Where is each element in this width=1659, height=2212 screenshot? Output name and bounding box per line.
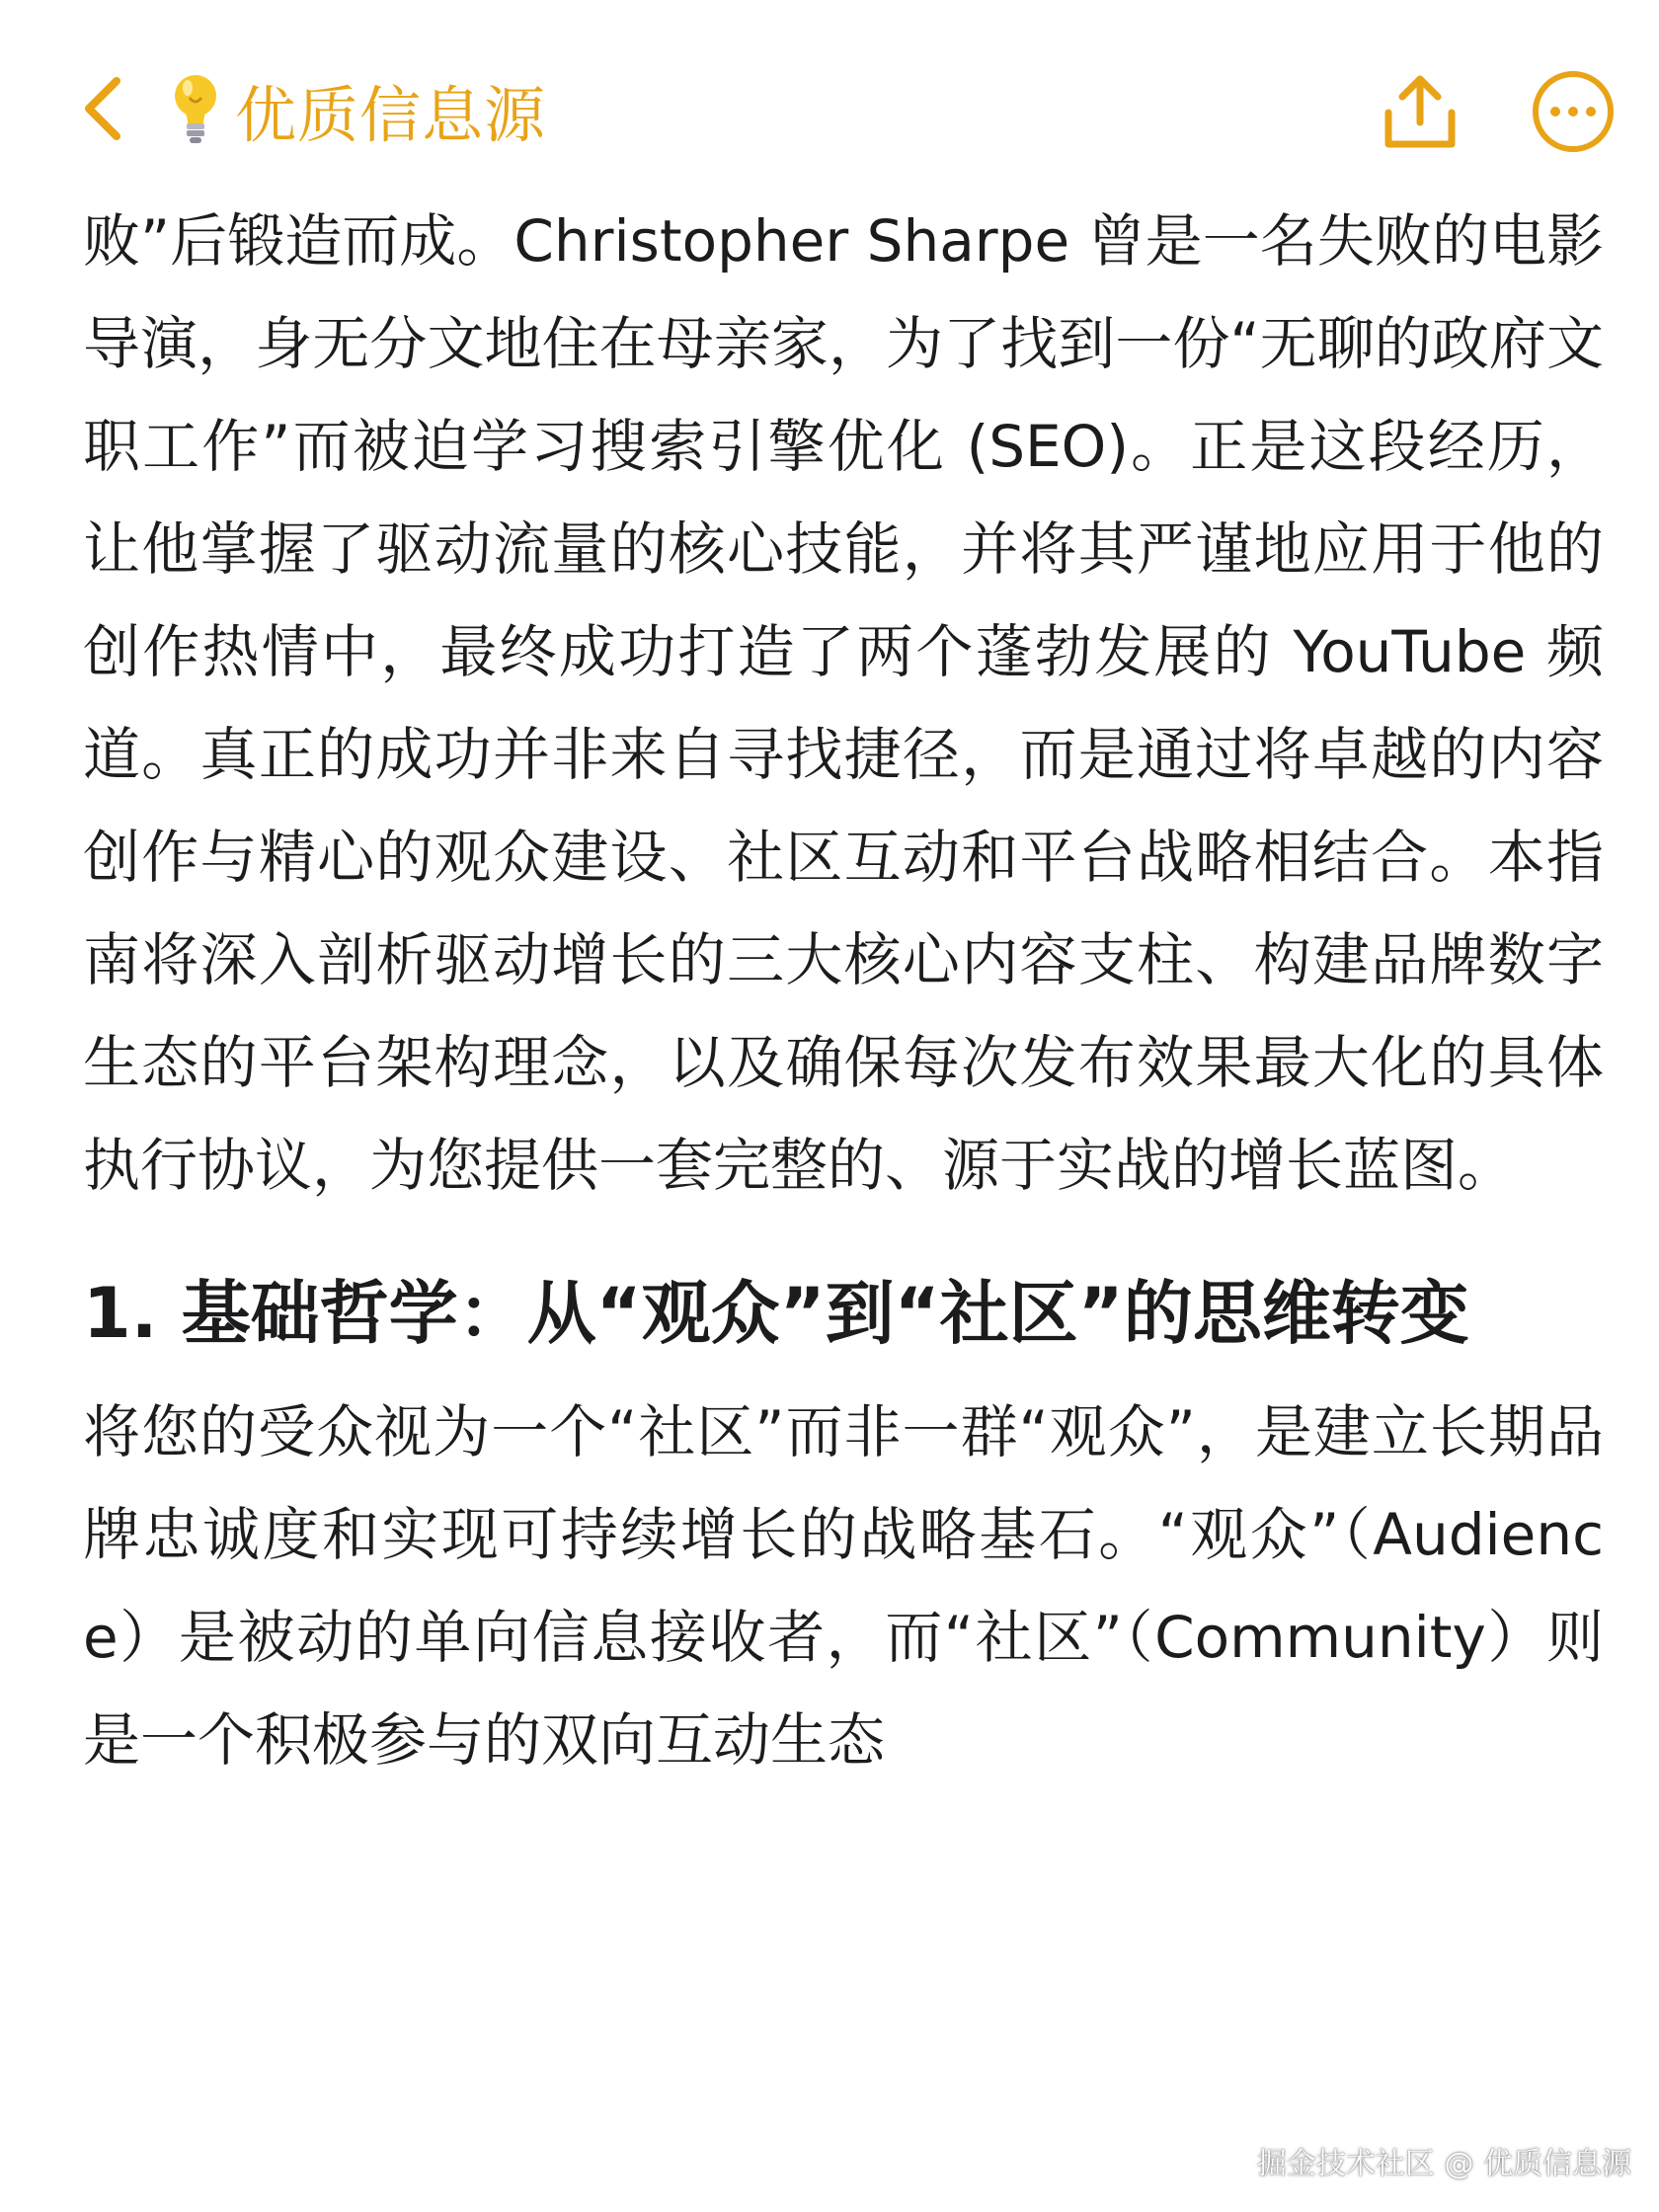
more-horizontal-icon bbox=[1529, 67, 1618, 156]
watermark: 掘金技术社区 @ 优质信息源 bbox=[1256, 2147, 1631, 2181]
more-options-button[interactable] bbox=[1529, 67, 1618, 156]
top-navigation-bar bbox=[0, 0, 1659, 188]
section-paragraph: 将您的受众视为一个“社区”而非一群“观众”，是建立长期品牌忠诚度和实现可持续增长的战略基石。“观众”（Audience）是被动的单向信息接收者，而“社区”（Community）则是一个积极参与的双向互动生态 bbox=[83, 1398, 1604, 1774]
back-button[interactable] bbox=[77, 71, 136, 146]
article-body bbox=[83, 190, 1604, 1791]
share-button[interactable] bbox=[1379, 69, 1462, 154]
share-icon bbox=[1379, 69, 1462, 154]
header-title-group bbox=[166, 65, 546, 154]
lightbulb-icon bbox=[166, 68, 225, 151]
chevron-left-icon bbox=[77, 71, 136, 146]
page-title: 优质信息源 bbox=[235, 78, 547, 151]
section-heading: 1. 基础哲学：从“观众”到“社区”的思维转变 bbox=[83, 1273, 1469, 1354]
intro-paragraph: 败”后锻造而成。Christopher Sharpe 曾是一名失败的电影导演，身无分文地住在母亲家，为了找到一份“无聊的政府文职工作”而被迫学习搜索引擎优化 (SEO)。正是这段经历，让他掌握了驱动流量的核心技能，并将其严谨地应用于他的创作热情中，最终成功打造了两个蓬勃发展的 YouTube 频道。真正的成功并非来自寻找捷径，而是通过将卓越的内容创作与精心的观众建设、社区互动和平台战略相结合。本指南将深入剖析驱动增长的三大核心内容支柱、构建品牌数字生态的平台架构理念，以及确保每次发布效果最大化的具体执行协议，为您提供一套完整的、源于实战的增长蓝图。 bbox=[83, 207, 1604, 1199]
